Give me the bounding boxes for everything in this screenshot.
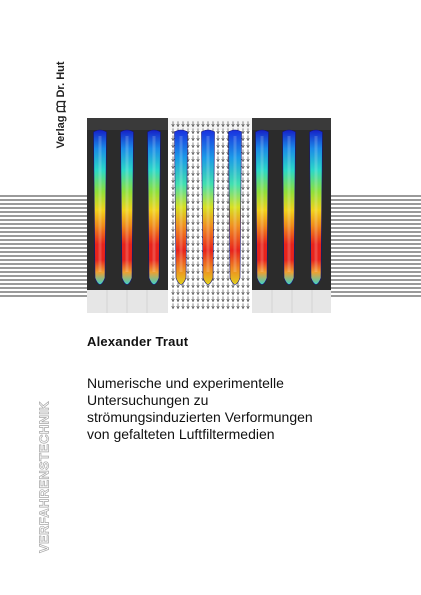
series-text: VERFAHRENSTECHNIK xyxy=(36,401,52,553)
publisher-suffix: Dr. Hut xyxy=(55,61,67,98)
decorative-stripes-right xyxy=(331,193,421,297)
series-label xyxy=(31,402,57,552)
author-name: Alexander Traut xyxy=(87,334,189,349)
publisher-name: Verlag xyxy=(55,115,67,149)
publisher-logo xyxy=(48,56,74,154)
decorative-stripes-left xyxy=(0,193,87,297)
title-line: Numerische und experimentelle xyxy=(87,375,284,391)
title-line: strömungsinduzierten Verformungen xyxy=(87,409,313,425)
title-line: Untersuchungen zu xyxy=(87,392,209,408)
cover-simulation-figure xyxy=(87,118,331,313)
book-title xyxy=(87,375,377,443)
title-line: von gefalteten Luftfiltermedien xyxy=(87,426,275,442)
book-logo-icon xyxy=(55,101,67,113)
filter-pleats xyxy=(94,130,323,285)
